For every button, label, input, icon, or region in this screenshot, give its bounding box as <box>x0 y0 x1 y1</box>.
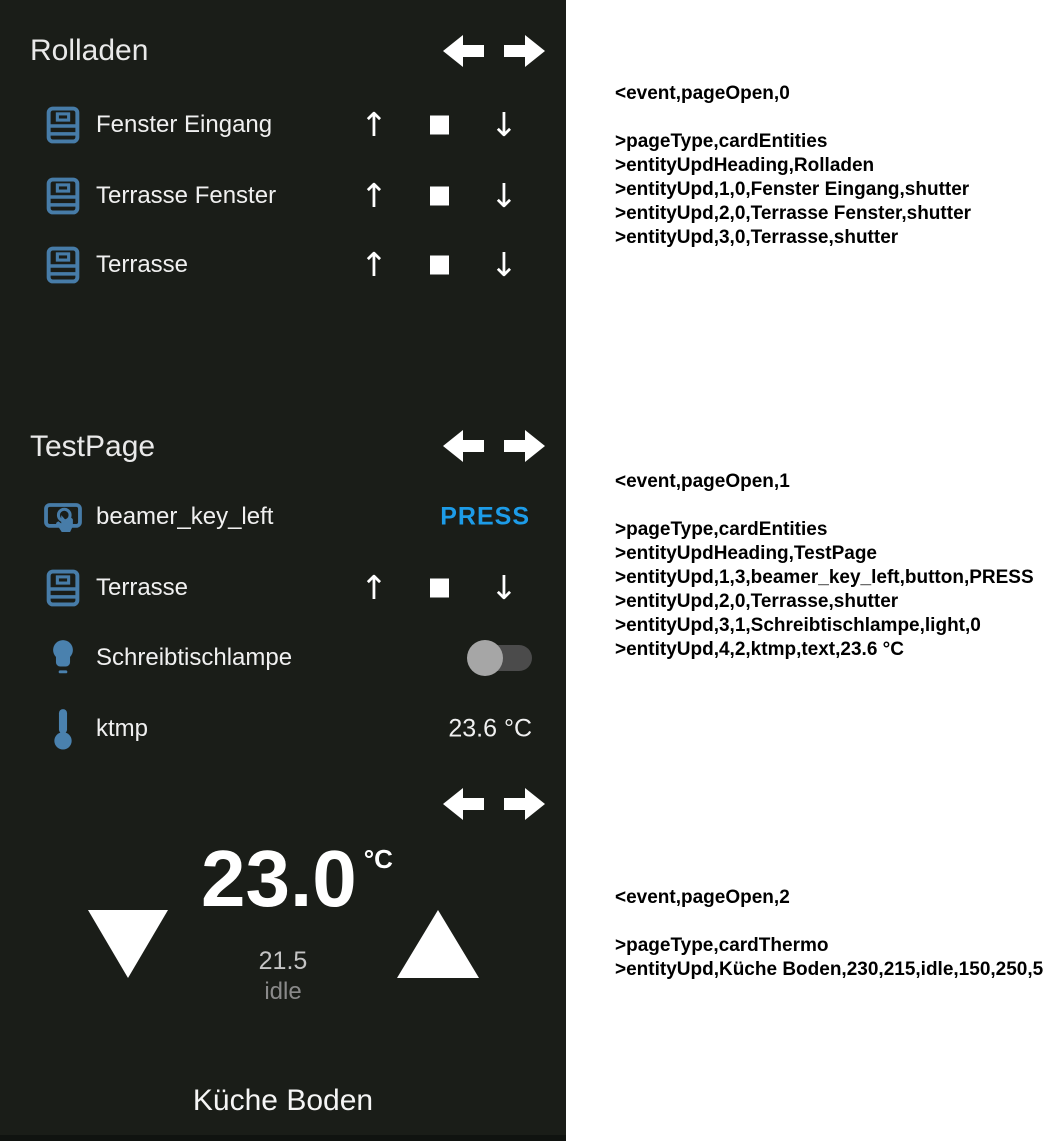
panel-bottom-edge <box>0 1135 566 1141</box>
entity-label: beamer_key_left <box>96 503 274 530</box>
nav-next-button[interactable] <box>504 786 545 822</box>
card-title-testpage: TestPage <box>30 430 156 463</box>
arrow-right-icon <box>504 428 545 464</box>
log-line: >entityUpd,4,2,ktmp,text,23.6 °C <box>615 639 904 660</box>
shutter-up-button[interactable]: ↑ <box>360 105 388 144</box>
arrow-right-icon <box>504 786 545 822</box>
press-button[interactable]: PRESS <box>440 502 530 531</box>
shutter-up-button[interactable]: ↑ <box>360 245 388 284</box>
log-line: >entityUpdHeading,TestPage <box>615 543 878 564</box>
entity-label: Terrasse <box>96 574 189 601</box>
entity-row <box>0 566 566 610</box>
nav-next-button[interactable] <box>504 428 545 464</box>
log-line: <event,pageOpen,2 <box>615 887 790 908</box>
shutter-stop-button[interactable] <box>430 256 449 275</box>
entity-row <box>0 103 566 147</box>
log-line: >entityUpd,3,0,Terrasse,shutter <box>615 227 899 248</box>
arrow-left-icon <box>443 786 484 822</box>
shutter-up-button[interactable]: ↑ <box>360 176 388 215</box>
log-block <box>615 470 1034 662</box>
shutter-icon <box>44 569 82 607</box>
entity-label: Terrasse <box>96 251 189 278</box>
entity-row <box>0 636 566 680</box>
entity-label: Fenster Eingang <box>96 111 273 138</box>
log-line: >entityUpdHeading,Rolladen <box>615 155 875 176</box>
shutter-down-button[interactable]: ↓ <box>490 568 518 607</box>
log-line: >entityUpd,Küche Boden,230,215,idle,150,250,5 <box>615 959 1044 980</box>
card-title-rolladen: Rolladen <box>30 34 149 67</box>
shutter-icon <box>44 106 82 144</box>
shutter-down-button[interactable]: ↓ <box>490 176 518 215</box>
thermostat-name: Küche Boden <box>192 1084 374 1117</box>
thermometer-icon <box>44 707 82 751</box>
shutter-up-button[interactable]: ↑ <box>360 568 388 607</box>
log-line: >pageType,cardThermo <box>615 935 829 956</box>
shutter-stop-button[interactable] <box>430 187 449 206</box>
shutter-down-button[interactable]: ↓ <box>490 105 518 144</box>
log-line: <event,pageOpen,0 <box>615 83 790 104</box>
entity-label: Terrasse Fenster <box>96 182 277 209</box>
entity-label: Schreibtischlampe <box>96 644 293 671</box>
nav-prev-button[interactable] <box>443 786 484 822</box>
entity-row <box>0 707 566 751</box>
arrow-left-icon <box>443 33 484 69</box>
current-temperature <box>14 834 580 923</box>
lightbulb-icon <box>44 637 82 679</box>
log-line: >entityUpd,1,0,Fenster Eingang,shutter <box>615 179 970 200</box>
shutter-stop-button[interactable] <box>430 579 449 598</box>
tap-button-icon <box>44 498 82 536</box>
shutter-down-button[interactable]: ↓ <box>490 245 518 284</box>
current-temp-value: 23.0 <box>201 834 357 923</box>
log-line: >entityUpd,2,0,Terrasse Fenster,shutter <box>615 203 972 224</box>
nav-prev-button[interactable] <box>443 33 484 69</box>
shutter-icon <box>44 246 82 284</box>
arrow-right-icon <box>504 33 545 69</box>
nav-next-button[interactable] <box>504 33 545 69</box>
entity-label: ktmp <box>96 715 149 742</box>
log-line: >pageType,cardEntities <box>615 131 828 152</box>
setpoint-value: 21.5 <box>258 947 308 975</box>
log-line: >pageType,cardEntities <box>615 519 828 540</box>
entity-row <box>0 495 566 539</box>
entity-row <box>0 174 566 218</box>
sensor-value: 23.6 °C <box>448 714 532 743</box>
log-line: >entityUpd,3,1,Schreibtischlampe,light,0 <box>615 615 981 636</box>
shutter-icon <box>44 177 82 215</box>
arrow-left-icon <box>443 428 484 464</box>
thermostat-state: idle <box>264 978 302 1005</box>
nav-prev-button[interactable] <box>443 428 484 464</box>
log-line: >entityUpd,2,0,Terrasse,shutter <box>615 591 899 612</box>
log-line: >entityUpd,1,3,beamer_key_left,button,PRESS <box>615 567 1034 588</box>
shutter-stop-button[interactable] <box>430 116 449 135</box>
temp-unit: °C <box>363 844 393 874</box>
log-block <box>615 886 1043 982</box>
entity-row <box>0 243 566 287</box>
light-toggle[interactable] <box>467 640 533 676</box>
toggle-knob <box>467 640 503 676</box>
log-line: <event,pageOpen,1 <box>615 471 790 492</box>
log-block <box>615 82 971 250</box>
